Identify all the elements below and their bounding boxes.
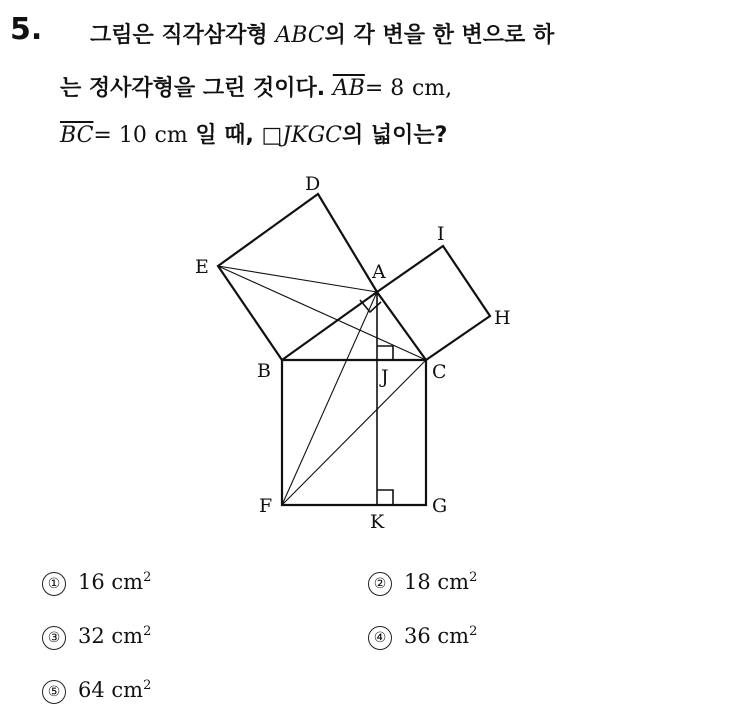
choice-unit: cm [437,624,470,648]
choice-value: 16 [78,570,105,594]
square-symbol: □ [261,123,283,148]
choice-unit: cm [111,570,144,594]
right-angle-j [377,346,393,360]
segment-ab: $\overline{AB}$ [332,76,365,101]
question-text-3-tail: 의 넓이는? [342,123,448,148]
choice-exponent: 2 [469,570,478,585]
choice-2[interactable] [368,570,477,596]
choice-4[interactable] [368,624,477,650]
choice-marker: ③ [42,626,66,650]
label-c: C [432,361,447,383]
choice-marker: ④ [368,626,392,650]
choice-value: 18 [404,570,431,594]
choice-value: 36 [404,624,431,648]
question-text-3: 일 때, [187,123,262,148]
question-number: 5. [10,12,43,47]
choice-5[interactable] [42,678,151,704]
triangle-name: ABC [275,23,325,48]
label-f: F [259,495,273,517]
label-j: J [381,366,389,388]
label-b: B [257,360,271,382]
choice-exponent: 2 [143,570,152,585]
choice-marker: ② [368,572,392,596]
label-i: I [437,223,445,245]
line-fa [282,292,377,505]
bc-value: = 10 [93,123,147,148]
choice-3[interactable] [42,624,151,650]
ab-unit: cm, [411,76,453,101]
label-e: E [195,256,209,278]
ab-value: = 8 [364,76,405,101]
choice-marker: ⑤ [42,680,66,704]
choice-value: 64 [78,678,105,702]
label-k: K [370,511,385,533]
bc-unit: cm [154,123,188,148]
segment-bc: $\overline{BC}$ [60,123,94,148]
choice-exponent: 2 [143,624,152,639]
label-g: G [432,495,448,517]
question-text-1: 그림은 직각삼각형 [90,23,276,48]
quadrilateral-name: JKGC [282,123,343,148]
square-acih [377,246,490,360]
label-d: D [305,173,321,195]
line-ea [218,266,377,292]
right-angle-k [377,490,393,505]
question-text-2: 는 정사각형을 그린 것이다. [60,76,333,101]
choice-unit: cm [111,678,144,702]
line-fc [282,360,426,505]
choice-1[interactable] [42,570,151,596]
choice-exponent: 2 [143,678,152,693]
choice-unit: cm [437,570,470,594]
choice-value: 32 [78,624,105,648]
choice-marker: ① [42,572,66,596]
label-a: A [372,261,386,283]
choice-unit: cm [111,624,144,648]
choice-exponent: 2 [469,624,478,639]
question-text-1-tail: 의 각 변을 한 변으로 하 [324,23,555,48]
label-h: H [494,307,511,329]
